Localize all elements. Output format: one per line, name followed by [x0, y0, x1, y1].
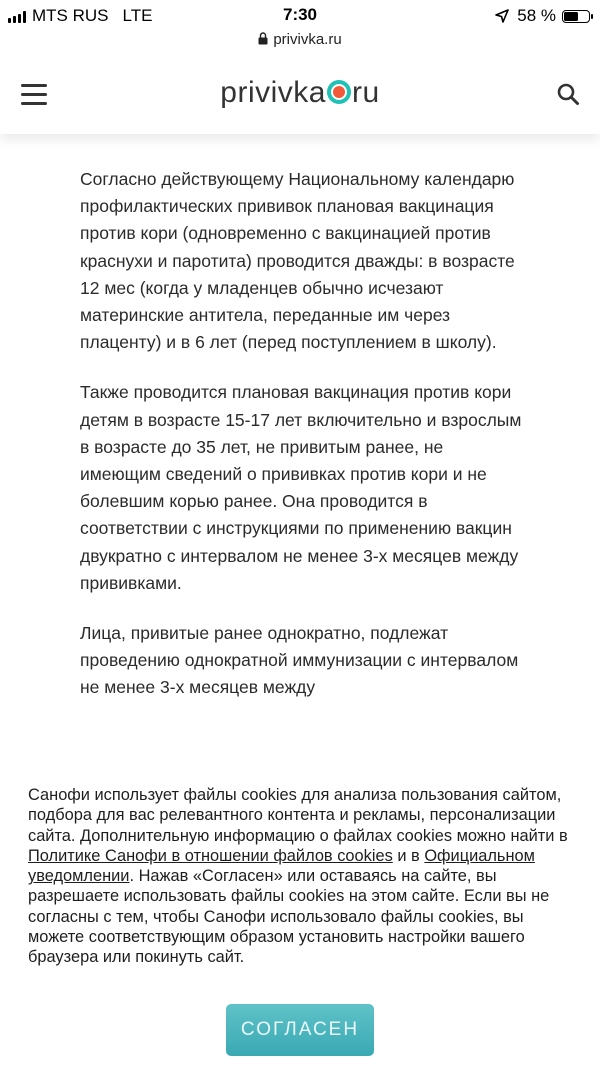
cookie-text-part: . Нажав «Согласен» или оставаясь на сайте, вы разрешаете использовать файлы cookies на этом сайте. Если вы не согласны с тем, чтобы Санофи использовало файлы cookies, вы можете соответствующим образом установить настройки вашего браузера или покинуть сайт.: [28, 867, 550, 967]
article-paragraph: Согласно действующему Национальному календарю профилактических прививок плановая вакцинация против кори (одновременно с вакцинацией против краснухи и паротита) проводится дважды: в возрасте 12 мес (когда у младенцев обычно исчезают материнские антитела, переданные им через плаценту) и в 6 лет (перед поступлением в школу).: [80, 169, 515, 353]
clock: 7:30: [282, 5, 318, 24]
cookie-text-part: и в: [392, 846, 425, 865]
status-bar: [0, 0, 600, 30]
battery-icon: [562, 10, 590, 23]
location-arrow-icon: [495, 9, 509, 23]
battery-percent: 58 %: [517, 6, 556, 25]
url-text: privivka.ru: [273, 31, 342, 48]
address-bar[interactable]: [0, 31, 600, 48]
logo-text-left: privivka: [220, 76, 326, 109]
battery-fill: [564, 12, 578, 21]
agree-button[interactable]: СОГЛАСЕН: [226, 1004, 374, 1056]
logo-text-right: ru: [352, 76, 380, 109]
site-logo[interactable]: [0, 76, 600, 110]
cookie-banner: [0, 764, 600, 1066]
network-type: LTE: [122, 6, 153, 25]
carrier-name: MTS RUS: [32, 6, 109, 25]
cookie-text: [28, 785, 574, 968]
cookie-text-part: Санофи использует файлы cookies для анализа пользования сайтом, подбора для вас релевантного контента и рекламы, персонализации сайта. Дополнительную информацию о файлах cookies можно найти в: [28, 786, 568, 845]
search-icon[interactable]: [556, 82, 580, 106]
official-notice-link[interactable]: Официальном уведомлении: [28, 846, 535, 886]
status-right: [495, 6, 590, 26]
logo-ring-icon: [327, 80, 351, 104]
lock-icon: [258, 32, 268, 45]
article-paragraph: Лица, привитые ранее однократно, подлежат проведению однократной иммунизации с интервалом не менее 3-х месяцев между: [80, 623, 519, 698]
site-header: [0, 58, 600, 134]
article-paragraph: Также проводится плановая вакцинация против кори детям в возрасте 15-17 лет включительно и взрослым в возрасте до 35 лет, не привитым ранее, не имеющим сведений о прививках против кори и не болевшим корью ранее. Она проводится в соответствии с инструкциями по применению вакцин двукратно с интервалом не менее 3-х месяцев между прививками.: [80, 382, 522, 593]
cookie-policy-link[interactable]: Политике Санофи в отношении файлов cookies: [28, 846, 393, 865]
article-body: [80, 166, 525, 764]
